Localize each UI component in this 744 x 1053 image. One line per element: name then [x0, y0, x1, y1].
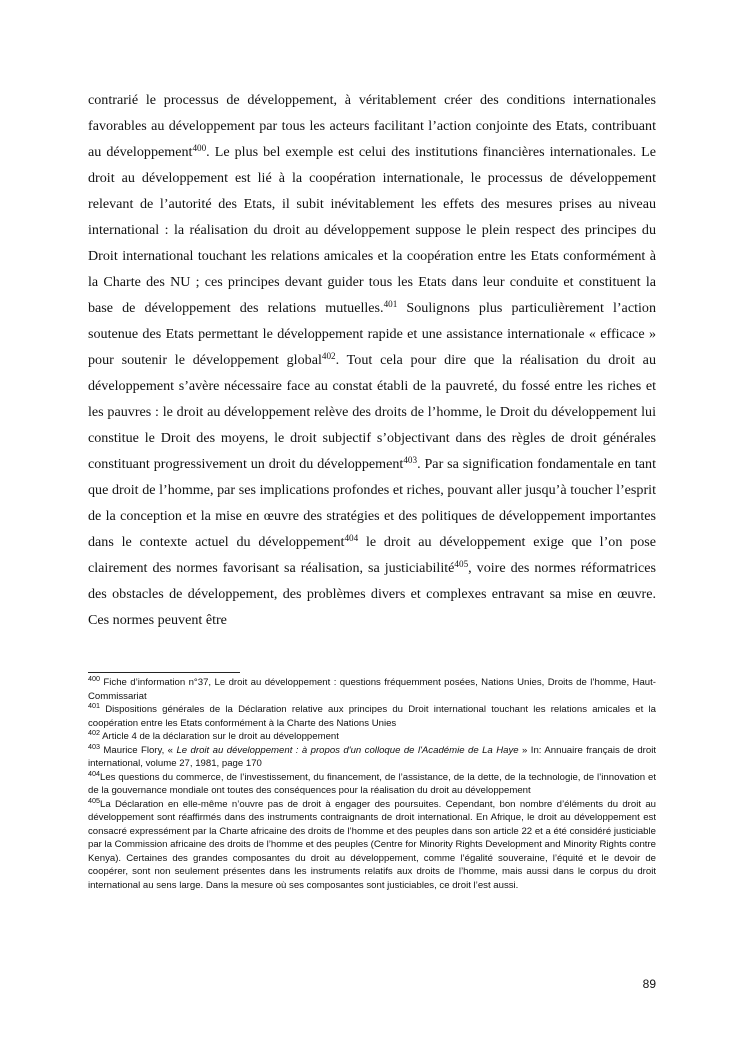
footnote-ref-403[interactable]: 403 [403, 454, 418, 465]
footnote-number: 401 [88, 701, 100, 711]
footnote-ref-401[interactable]: 401 [383, 298, 398, 309]
footnote-text: Les questions du commerce, de l’investissement, du financement, de l’assistance, de la dette, de la technologie, de l’innovation et de la gouvernance mondiale ont toutes des conséquences pour la réalisation du droit au développement [88, 771, 656, 796]
footnote-403 [88, 741, 656, 771]
footnote-text: Dispositions générales de la Déclaration relative aux principes du Droit international touchant les relations amicales et la coopération entre les Etats conformément à la Charte des Nations Unies [88, 704, 656, 729]
body-segment: le droit au développement exige que l’on pose clairement des normes favorisant sa réalisation, sa justiciabilité [88, 534, 656, 576]
body-segment: , voire des normes réformatrices des obstacles de développement, des problèmes divers et complexes entravant sa mise en œuvre. Ces normes peuvent être [88, 560, 656, 628]
footnote-number: 400 [88, 674, 100, 684]
footnote-separator [88, 672, 240, 673]
footnote-ref-405[interactable]: 405 [454, 558, 469, 569]
main-paragraph [88, 87, 656, 633]
footnote-text: » In: Annuaire français de droit international, volume 27, 1981, page 170 [88, 744, 656, 769]
body-segment: . Le plus bel exemple est celui des institutions financières internationales. Le droit au développement est lié à la coopération internationale, le processus de développement relevant de l’autorité des Etats, il subit inévitablement les effets des mesures prises au niveau international : la réalisation du droit au développement suppose le plein respect des principes du Droit international touchant les relations amicales et la coopération entre les Etats conformément à la Charte des NU ; ces principes devant guider tous les Etats dans leur conduite et constituent la base de développement des relations mutuelles. [88, 144, 656, 316]
footnote-405 [88, 795, 656, 893]
footnote-number: 405 [88, 795, 100, 805]
page-number: 89 [642, 977, 656, 991]
footnote-cited-title: Le droit au développement : à propos d'un colloque de l'Académie de La Haye [176, 744, 519, 756]
body-text [88, 87, 656, 633]
footnote-402 [88, 730, 656, 744]
footnote-number: 403 [88, 741, 100, 751]
footnote-ref-400[interactable]: 400 [192, 142, 207, 153]
footnotes [88, 672, 656, 892]
footnote-text: Article 4 de la déclaration sur le droit au développement [100, 731, 339, 742]
footnote-ref-402[interactable]: 402 [321, 350, 336, 361]
body-segment: . Tout cela pour dire que la réalisation du droit au développement s’avère nécessaire face au constat établi de la pauvreté, du fossé entre les riches et les pauvres : le droit au développement relève des droits de l’homme, le Droit du développement lui constitue le Droit des moyens, le droit subjectif s’objectivant dans des règles de droit générales constituant progressivement un droit du développement [88, 352, 656, 472]
body-segment: contrarié le processus de développement, à véritablement créer des conditions internationales favorables au développement par tous les acteurs facilitant l’action conjointe des Etats, contribuant au développement [88, 92, 656, 160]
footnote-ref-404[interactable]: 404 [344, 532, 359, 543]
footnote-400 [88, 676, 656, 703]
footnote-text: La Déclaration en elle-même n’ouvre pas de droit à engager des poursuites. Cependant, bon nombre d’éléments du droit au développement sont réaffirmés dans des instruments contraignants de droit international. En Afrique, le droit au développement est consacré expressément par la Charte africaine des droits de l’homme et des peuples dans son article 22 et a été considéré justiciable par la Commission africaine des droits de l’homme et des peuples (Centre for Minority Rights Development and Minority Rights contre Kenya). Certaines des grandes composantes du droit au développement, comme l’égalité souveraine, l’équité et le devoir de coopérer, sont non seulement présentes dans les instruments relatifs aux droits de l’homme, mais aussi dans le corpus du droit international au sens large. Dans la mesure où ses composantes sont justiciables, ce droit l’est aussi. [88, 798, 656, 891]
footnote-text: Fiche d’information n°37, Le droit au développement : questions fréquemment posées, Nations Unies, Droits de l’homme, Haut-Commissariat [88, 677, 656, 702]
footnote-number: 402 [88, 728, 100, 738]
footnote-text: Maurice Flory, « [100, 744, 177, 756]
body-segment: Soulignons plus particulièrement l’action soutenue des Etats permettant le développement rapide et une assistance internationale « efficace » pour soutenir le développement global [88, 300, 656, 368]
footnote-number: 404 [88, 768, 100, 778]
body-segment: . Par sa signification fondamentale en tant que droit de l’homme, par ses implications profondes et riches, pouvant aller jusqu’à toucher l’esprit de la conception et la mise en œuvre des stratégies et des politiques de développement importantes dans le contexte actuel du développement [88, 456, 656, 550]
footnote-404 [88, 768, 656, 798]
footnote-401 [88, 703, 656, 730]
